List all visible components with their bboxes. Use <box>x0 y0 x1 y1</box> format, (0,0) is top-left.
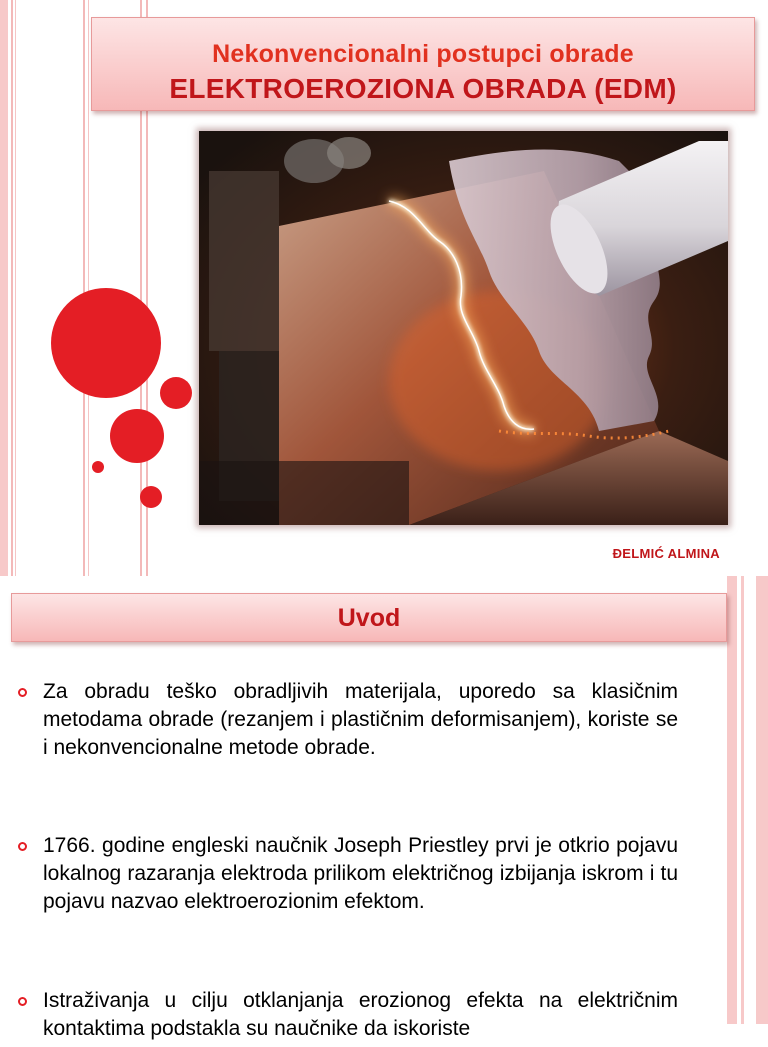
decor-circle <box>160 377 192 409</box>
slide-title-line2: ELEKTROEROZIONA OBRADA (EDM) <box>169 73 677 104</box>
right-decor-line <box>741 576 744 1024</box>
decor-line <box>11 0 13 576</box>
intro-slide <box>0 576 768 1040</box>
edm-spark-image <box>199 131 728 525</box>
bullet-icon <box>18 688 27 697</box>
decor-line <box>88 0 89 576</box>
decor-circle <box>140 486 162 508</box>
bullet-text: Za obradu teško obradljivih materijala, uporedo sa klasičnim metodama obrade (rezanjem i plastičnim deformisanjem), koriste se i nekonvencionalne metode obrade. <box>43 680 678 759</box>
decor-circle <box>110 409 164 463</box>
decor-line <box>83 0 85 576</box>
bullet-text: 1766. godine engleski naučnik Joseph Priestley prvi je otkrio pojavu lokalnog razaranja elektroda prilikom električnog izbijanja iskrom i tu pojavu nazvao elektroerozionim efektom. <box>43 834 678 913</box>
slide-title-line1: Nekonvencionalni postupci obrade <box>212 40 634 68</box>
title-box <box>91 17 755 111</box>
decor-circle-large <box>51 288 161 398</box>
bullet-icon <box>18 842 27 851</box>
section-header <box>11 593 727 642</box>
right-decor-band <box>756 576 768 1024</box>
section-title: Uvod <box>337 604 401 632</box>
bullet-text: Istraživanja u cilju otklanjanja erozionog efekta na električnim kontaktima podstakla su naučnike da iskoriste <box>43 989 678 1040</box>
decor-line <box>15 0 16 576</box>
decor-circle-small <box>92 461 104 473</box>
author-name: ĐELMIĆ ALMINA <box>612 546 720 561</box>
right-decor-band <box>727 576 737 1024</box>
list-item <box>18 678 678 798</box>
left-decor-band <box>0 0 8 576</box>
list-item <box>18 832 678 952</box>
bullet-icon <box>18 997 27 1006</box>
list-item <box>18 987 678 1047</box>
edm-photo <box>199 131 728 525</box>
